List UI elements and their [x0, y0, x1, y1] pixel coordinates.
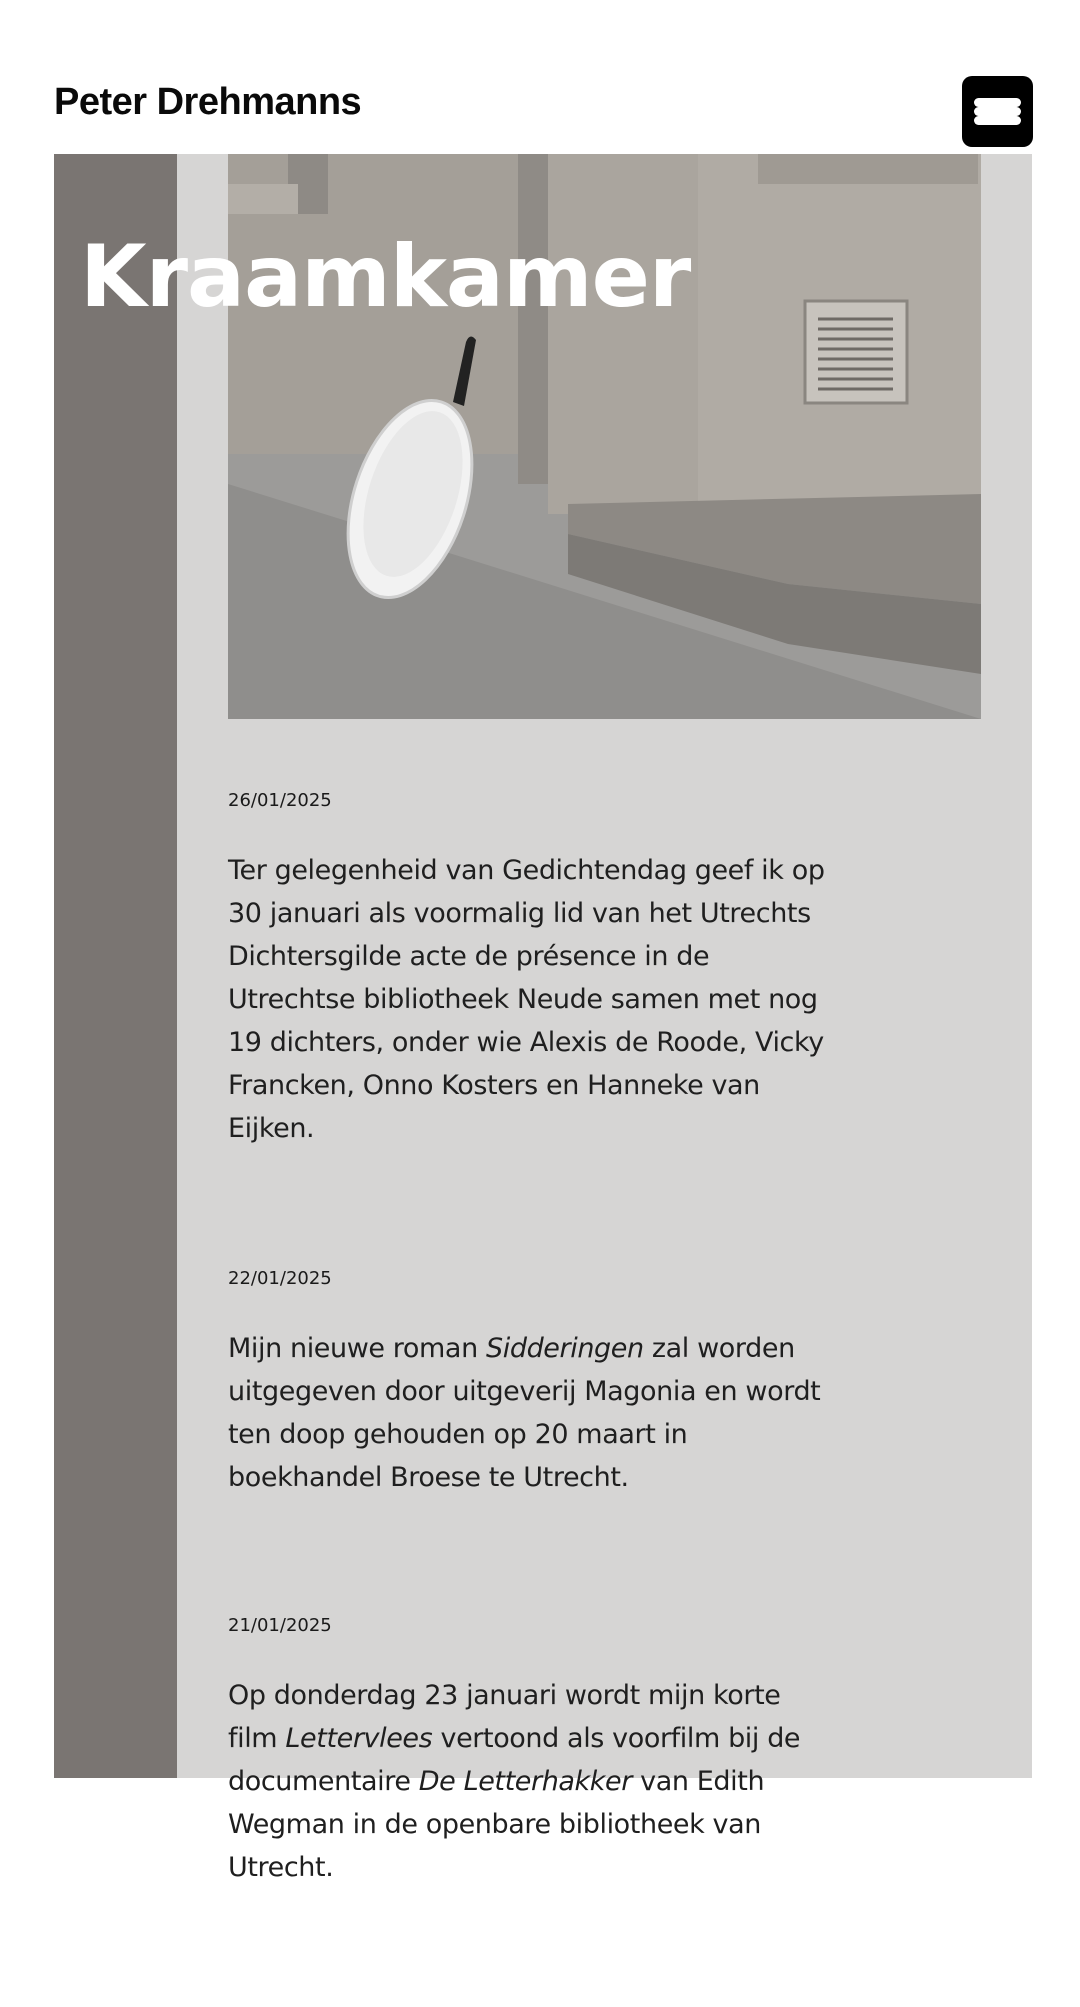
post-body: Mijn nieuwe roman Sidderingen zal worden uitgegeven door uitgeverij Magonia en wordt ten doop gehouden op 20 maart in boekhandel Broese te Utrecht.	[228, 1333, 821, 1493]
menu-button[interactable]	[962, 76, 1033, 147]
post-date: 26/01/2025	[228, 790, 332, 811]
posts-list	[228, 790, 828, 2007]
post-item	[228, 1268, 828, 1499]
post-date: 22/01/2025	[228, 1268, 332, 1289]
post-date: 21/01/2025	[228, 1615, 332, 1636]
post-item	[228, 1615, 828, 1889]
post-item	[228, 790, 828, 1150]
sidebar-accent-strip	[54, 154, 177, 1778]
page-title: Kraamkamer	[80, 227, 691, 327]
post-body: Ter gelegenheid van Gedichtendag geef ik op 30 januari als voormalig lid van het Utrechts Dichtersgilde acte de présence in de Utrechtse bibliotheek Neude samen met nog 19 dichters, onder wie Alexis de Roode, Vicky Francken, Onno Kosters en Hanneke van Eijken.	[228, 855, 825, 1144]
post-body: Op donderdag 23 januari wordt mijn korte film Lettervlees vertoond als voorfilm bij de documentaire De Letterhakker van Edith Wegman in de openbare bibliotheek van Utrecht.	[228, 1680, 801, 1883]
site-title-link[interactable]: Peter Drehmanns	[54, 81, 362, 123]
